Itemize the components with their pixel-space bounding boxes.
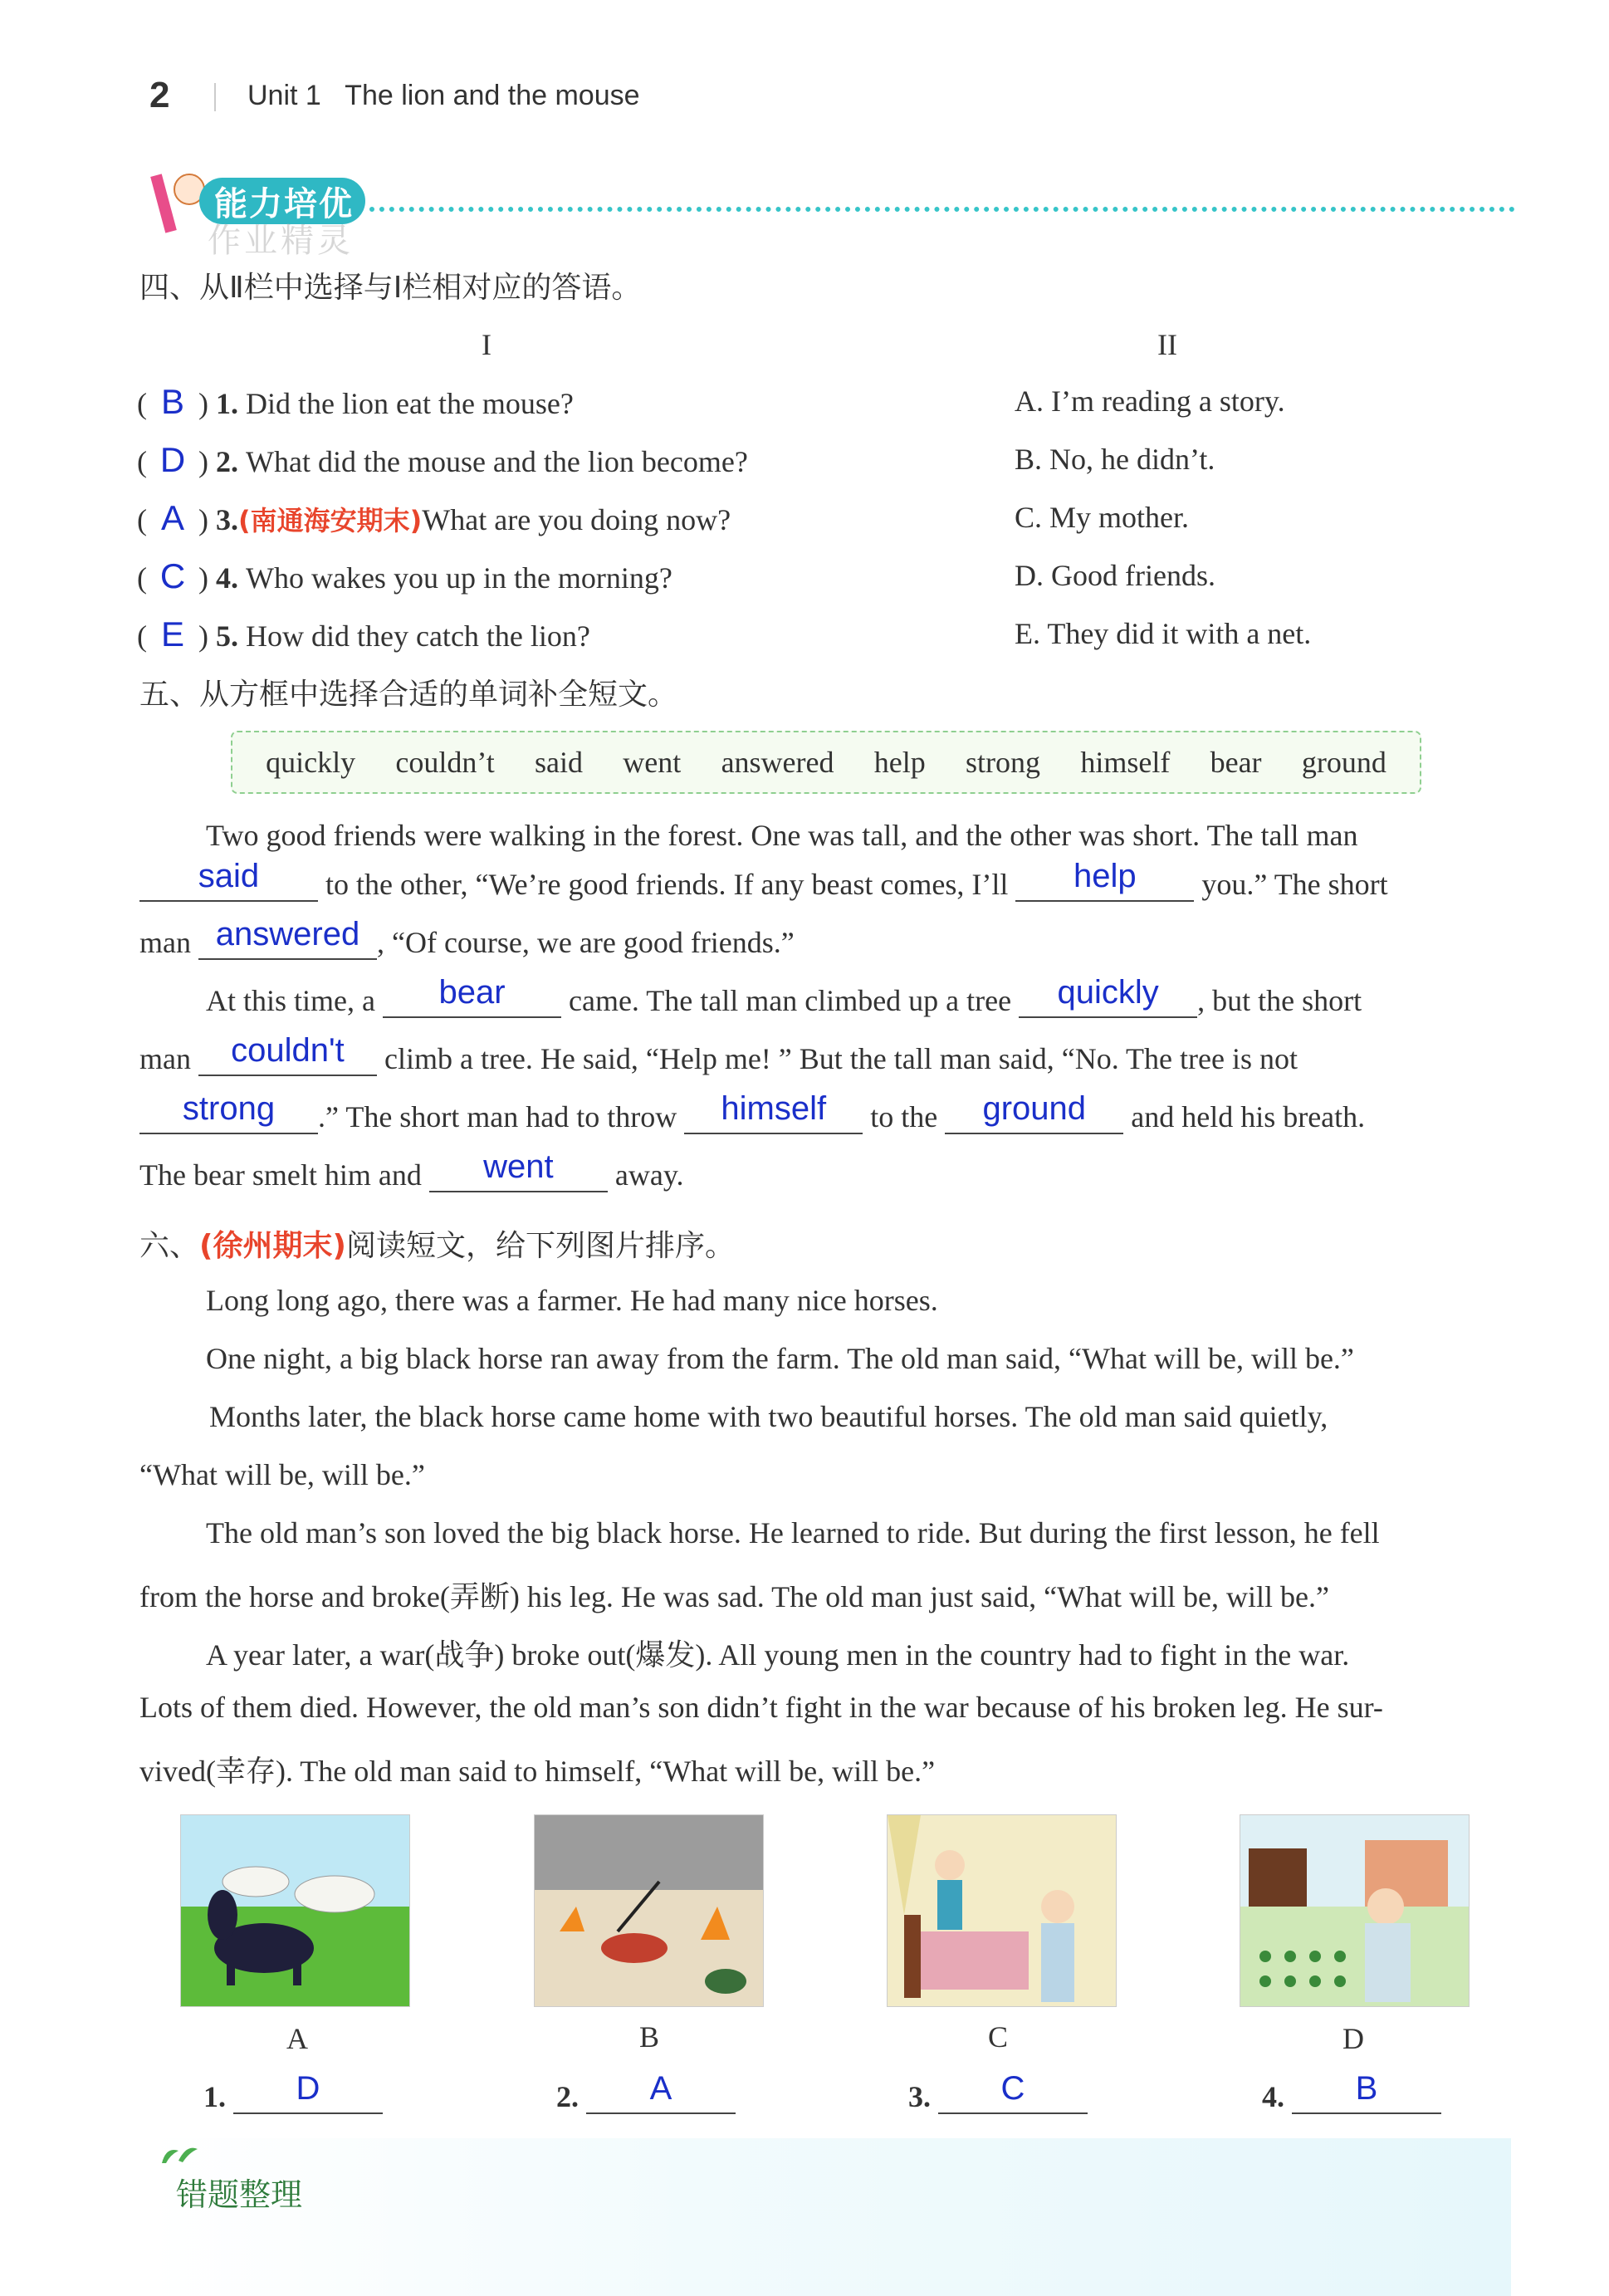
picture-label: A: [286, 2022, 308, 2055]
answer-letter: C: [159, 556, 186, 595]
answer-blank: [383, 974, 561, 1018]
story-line: “What will be, will be.”: [139, 1458, 425, 1491]
word-option: help: [873, 746, 926, 779]
passage-text: climb a tree. He said, “Help me! ” But the tall man said, “No. The tree is not: [384, 1042, 1298, 1075]
question-text: Who wakes you up in the morning?: [246, 561, 672, 595]
order-answer: [1262, 2070, 1441, 2114]
story-line: vived(幸存). The old man said to himself, “What will be, will be.”: [139, 1755, 936, 1788]
footer-area: [149, 2138, 1511, 2296]
order-number: 4.: [1262, 2080, 1284, 2113]
answer-blank: [1019, 974, 1197, 1018]
passage-text: , “Of course, we are good friends.”: [376, 926, 795, 959]
blank-answer: said: [198, 858, 260, 894]
passage-text: to the: [870, 1100, 938, 1133]
horses-illustration-icon: [181, 1815, 409, 2006]
word-option: answered: [721, 746, 834, 779]
footer-label: 错题整理: [176, 2176, 303, 2213]
blank-answer: himself: [721, 1090, 827, 1127]
answer-blank: [586, 2070, 736, 2114]
answer-letter: A: [160, 498, 184, 537]
page-number: 2: [149, 75, 170, 115]
blank-answer: help: [1073, 858, 1137, 894]
question-text: What did the mouse and the lion become?: [246, 445, 748, 478]
blank-answer: quickly: [1057, 974, 1159, 1011]
picture-label: B: [639, 2020, 660, 2054]
matching-item: ( D ) 2. What did the mouse and the lion become?: [137, 440, 748, 479]
item-number: 3.: [216, 503, 238, 536]
matching-item: ( C ) 4. Who wakes you up in the morning?: [137, 556, 672, 595]
word-option: bear: [1210, 746, 1262, 779]
word-option: ground: [1301, 746, 1386, 779]
blank-answer: answered: [215, 916, 360, 952]
picture-horses: [180, 1814, 410, 2007]
story-line: The old man’s son loved the big black horse. He learned to ride. But during the first lesson, he fell: [206, 1516, 1380, 1549]
story-line: from the horse and broke(弄断) his leg. He was sad. The old man just said, “What will be, will be.”: [139, 1580, 1329, 1613]
passage-text: away.: [614, 1158, 684, 1192]
word-option: said: [535, 746, 584, 779]
answer-blank: [139, 858, 318, 902]
answer-letter: E: [160, 614, 184, 654]
story-line: Long long ago, there was a farmer. He had many nice horses.: [206, 1284, 938, 1317]
answer-blank: [1015, 858, 1194, 902]
answer-blank: [938, 2070, 1088, 2114]
passage-text: to the other, “We’re good friends. If any beast comes, I’ll: [325, 868, 1009, 901]
passage-line: [139, 1090, 1366, 1134]
word-option: strong: [966, 746, 1041, 779]
picture-label: D: [1342, 2022, 1364, 2055]
answer-letter: D: [159, 440, 186, 479]
word-option: couldn’t: [395, 746, 495, 779]
header-divider: [214, 83, 216, 111]
leaf-icon: [158, 2142, 199, 2171]
answer-blank: [139, 1090, 318, 1134]
passage-text: man: [139, 1042, 191, 1075]
word-option: went: [623, 746, 682, 779]
blank-answer: bear: [438, 974, 506, 1011]
passage-text: The bear smelt him and: [139, 1158, 422, 1192]
question-text: Did the lion eat the mouse?: [246, 387, 574, 420]
section6-title: [139, 1222, 735, 1265]
watermark-text: 作业精灵: [208, 222, 354, 260]
header-title: [247, 80, 640, 112]
bedroom-illustration-icon: [888, 1815, 1116, 2006]
section4-title: 四、从Ⅱ栏中选择与Ⅰ栏相对应的答语。: [139, 271, 642, 305]
order-number: 2.: [556, 2080, 579, 2113]
story-line: Lots of them died. However, the old man’s son didn’t fight in the war because of his broken leg. He sur-: [139, 1691, 1383, 1724]
picture-bedroom: [887, 1814, 1117, 2007]
section6-heading: 阅读短文，给下列图片排序。: [345, 1229, 735, 1263]
order-number: 3.: [908, 2080, 931, 2113]
passage-text: At this time, a: [206, 984, 375, 1017]
matching-item: ( B ) 1. Did the lion eat the mouse?: [137, 382, 574, 421]
order-answer: [556, 2070, 736, 2114]
passage-text: man: [139, 926, 191, 959]
question-text: How did they catch the lion?: [246, 619, 590, 653]
column-two-heading: II: [1157, 328, 1177, 361]
word-option: himself: [1080, 746, 1171, 779]
answer-blank: [429, 1148, 608, 1192]
blank-answer: went: [483, 1148, 554, 1185]
banner-label: 能力培优: [214, 185, 354, 223]
story-line: Months later, the black horse came home with two beautiful horses. The old man said quietly,: [209, 1400, 1328, 1433]
passage-line: [139, 1032, 1298, 1076]
section-banner: [149, 166, 369, 260]
passage-line: [139, 1148, 684, 1192]
picture-war: [534, 1814, 764, 2007]
blank-answer: D: [296, 2070, 320, 2107]
question-text: What are you doing now?: [422, 503, 731, 536]
item-number: 5.: [216, 619, 238, 653]
item-number: 4.: [216, 561, 238, 595]
answer-blank: [198, 1032, 377, 1076]
option-item: E. They did it with a net.: [1015, 617, 1312, 650]
source-tag: (徐州期末): [199, 1229, 346, 1263]
blank-answer: A: [649, 2070, 672, 2107]
word-box: [231, 731, 1421, 794]
item-number: 1.: [216, 387, 238, 420]
answer-blank: [945, 1090, 1123, 1134]
passage-text: , but the short: [1197, 984, 1362, 1017]
passage-text: .” The short man had to throw: [318, 1100, 677, 1133]
option-item: D. Good friends.: [1015, 559, 1215, 592]
blank-answer: couldn't: [231, 1032, 345, 1069]
passage-line: [139, 916, 795, 960]
answer-blank: [198, 916, 377, 960]
passage-line: [139, 858, 1388, 902]
answer-blank: [233, 2070, 383, 2114]
story-line: One night, a big black horse ran away from the farm. The old man said, “What will be, will be.”: [206, 1342, 1354, 1375]
story-line: A year later, a war(战争) broke out(爆发). All young men in the country had to fight in the war.: [206, 1638, 1350, 1672]
order-answer: [203, 2070, 383, 2114]
unit-label: Unit 1: [247, 80, 321, 111]
banner-dotted-line: [369, 207, 1515, 212]
matching-item: ( E ) 5. How did they catch the lion?: [137, 614, 590, 654]
source-tag: (南通海安期末): [238, 505, 423, 536]
passage-line: Two good friends were walking in the forest. One was tall, and the other was short. The tall man: [206, 819, 1358, 852]
matching-item: ( A ) 3.(南通海安期末)What are you doing now?: [137, 498, 731, 537]
answer-blank: [1292, 2070, 1441, 2114]
column-one-heading: I: [482, 328, 492, 361]
picture-label: C: [988, 2020, 1009, 2054]
option-item: C. My mother.: [1015, 501, 1190, 534]
picture-farm: [1240, 1814, 1470, 2007]
word-option: quickly: [266, 746, 356, 779]
blank-answer: strong: [182, 1090, 276, 1127]
blank-answer: ground: [982, 1090, 1087, 1127]
item-number: 2.: [216, 445, 238, 478]
farm-illustration-icon: [1240, 1815, 1469, 2006]
blank-answer: B: [1355, 2070, 1378, 2107]
blank-answer: C: [1000, 2070, 1025, 2107]
section6-prefix: 六、: [139, 1229, 200, 1263]
passage-text: you.” The short: [1201, 868, 1388, 901]
section5-title: 五、从方框中选择合适的单词补全短文。: [139, 678, 678, 712]
answer-letter: B: [160, 382, 184, 421]
order-number: 1.: [203, 2080, 226, 2113]
answer-blank: [684, 1090, 863, 1134]
order-answer: [908, 2070, 1088, 2114]
unit-title: The lion and the mouse: [345, 80, 640, 111]
option-item: A. I’m reading a story.: [1015, 384, 1285, 418]
passage-text: and held his breath.: [1131, 1100, 1366, 1133]
war-illustration-icon: [535, 1815, 763, 2006]
option-item: B. No, he didn’t.: [1015, 443, 1215, 476]
passage-line: [206, 974, 1362, 1018]
passage-text: came. The tall man climbed up a tree: [568, 984, 1012, 1017]
